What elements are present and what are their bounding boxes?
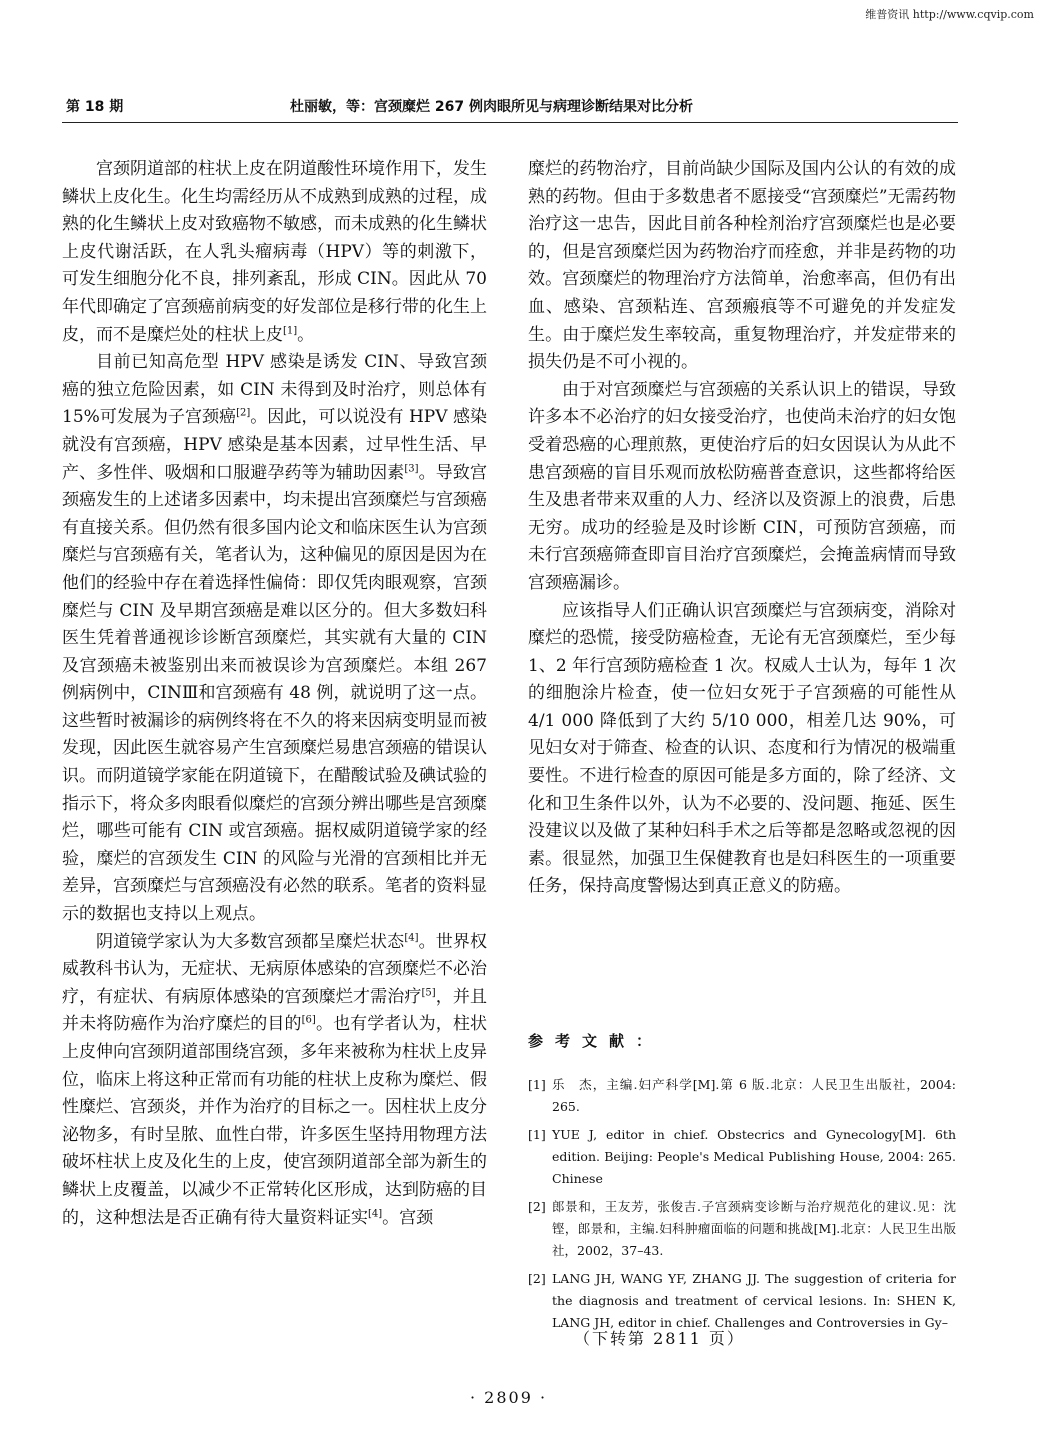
reference-item	[528, 1268, 956, 1334]
citation: [4]	[368, 1207, 383, 1219]
paragraph: 糜烂的药物治疗，目前尚缺少国际及国内公认的有效的成熟的药物。但由于多数患者不愿接受“宫颈糜烂”无需药物治疗这一忠告，因此目前各种栓剂治疗宫颈糜烂也是必要的，但是宫颈糜烂因为药物治疗而痊愈，并非是药物的功效。宫颈糜烂的物理治疗方法简单，治愈率高，但仍有出血、感染、宫颈粘连、宫颈瘢痕等不可避免的并发症发生。由于糜烂发生率较高，重复物理治疗，并发症带来的损失仍是不可小视的。	[528, 159, 956, 373]
paragraph: 阴道镜学家认为大多数宫颈都呈糜烂状态[4]。世界权威教科书认为，无症状、无病原体感染的宫颈糜烂不必治疗，有症状、有病原体感染的宫颈糜烂才需治疗[5]，并且并未将防癌作为治疗糜烂的目的[6]。也有学者认为，柱状上皮伸向宫颈阴道部围绕宫颈，多年来被称为柱状上皮异位，临床上将这种正常而有功能的柱状上皮称为糜烂、假性糜烂、宫颈炎，并作为治疗的目标之一。因柱状上皮分泌物多，有时呈脓、血性白带，许多医生坚持用物理方法破坏柱状上皮及化生的上皮，使宫颈阴道部全部为新生的鳞状上皮覆盖，以减少不正常转化区形成，达到防癌的目的，这种想法是否正确有待大量资料证实[4]。宫颈	[62, 931, 488, 1228]
header-rule	[62, 122, 958, 123]
page-number: · 2809 ·	[470, 1388, 548, 1407]
references-heading: 参考文献：	[528, 1032, 664, 1050]
paragraph: 宫颈阴道部的柱状上皮在阴道酸性环境作用下，发生鳞状上皮化生。化生均需经历从不成熟到成熟的过程，成熟的化生鳞状上皮对致癌物不敏感，而未成熟的化生鳞状上皮代谢活跃，在人乳头瘤病毒（HPV）等的刺激下，可发生细胞分化不良，排列紊乱，形成 CIN。因此从 70 年代即确定了宫颈癌前病变的好发部位是移行带的化生上皮，而不是糜烂处的柱状上皮[1]。	[62, 159, 487, 345]
reference-number: [1]	[528, 1077, 546, 1092]
reference-number: [2]	[528, 1271, 546, 1286]
citation: [4]	[404, 931, 419, 943]
paragraph: 应该指导人们正确认识宫颈糜烂与宫颈病变，消除对糜烂的恐慌，接受防癌检查，无论有无宫颈糜烂，至少每 1、2 年行宫颈防癌检查 1 次。权威人士认为，每年 1 次的细胞涂片检查，使一位妇女死于子宫颈癌的可能性从 4/1 000 降低到了大约 5/10 000，相差几达 90%，可见妇女对于筛查、检查的认识、态度和行为情况的极端重要性。不进行检查的原因可能是多方面的，除了经济、文化和卫生条件以外，认为不必要的、没问题、拖延、医生没建议以及做了某种妇科手术之后等都是忽略或忽视的因素。很显然，加强卫生保健教育也是妇科医生的一项重要任务，保持高度警惕达到真正意义的防癌。	[528, 600, 956, 897]
citation: [3]	[404, 462, 419, 474]
watermark: 维普资讯 http://www.cqvip.com	[865, 8, 1034, 21]
reference-number: [2]	[528, 1199, 546, 1214]
reference-number: [1]	[528, 1127, 546, 1142]
reference-text: YUE J, editor in chief. Obstecrics and Gynecology[M]. 6th edition. Beijing: People's Medical Publishing House, 2004: 265. Chinese	[552, 1127, 956, 1186]
reference-text: LANG JH, WANG YF, ZHANG JJ. The suggestion of criteria for the diagnosis and treatment of cervical lesions. In: SHEN K, LANG JH, editor in chief. Challenges and Controversies in Gy–	[552, 1271, 956, 1330]
reference-list	[528, 1074, 969, 1340]
reference-text: 乐 杰，主编.妇产科学[M].第 6 版.北京：人民卫生出版社，2004: 265.	[552, 1077, 956, 1114]
paragraph: 目前已知高危型 HPV 感染是诱发 CIN、导致宫颈癌的独立危险因素，如 CIN 未得到及时治疗，则总体有 15%可发展为子宫颈癌[2]。因此，可以说没有 HPV 感染就没有宫颈癌，HPV 感染是基本因素，过早性生活、早产、多性伴、吸烟和口服避孕药等为辅助因素[3]。导致宫颈癌发生的上述诸多因素中，均未提出宫颈糜烂与宫颈癌有直接关系。但仍然有很多国内论文和临床医生认为宫颈糜烂与宫颈癌有关，笔者认为，这种偏见的原因是因为在他们的经验中存在着选择性偏倚：即仅凭肉眼观察，宫颈糜烂与 CIN 及早期宫颈癌是难以区分的。但大多数妇科医生凭着普通视诊诊断宫颈糜烂，其实就有大量的 CIN 及宫颈癌未被鉴别出来而被误诊为宫颈糜烂。本组 267 例病例中，CINⅢ和宫颈癌有 48 例，就说明了这一点。这些暂时被漏诊的病例终将在不久的将来因病变明显而被发现，因此医生就容易产生宫颈糜烂易患宫颈癌的错误认识。而阴道镜学家能在阴道镜下，在醋酸试验及碘试验的指示下，将众多肉眼看似糜烂的宫颈分辨出哪些是宫颈糜烂，哪些可能有 CIN 或宫颈癌。据权威阴道镜学家的经验，糜烂的宫颈发生 CIN 的风险与光滑的宫颈相比并无差异，宫颈糜烂与宫颈癌没有必然的联系。笔者的资料显示的数据也支持以上观点。	[62, 352, 488, 925]
issue-number: 第 18 期	[66, 99, 124, 115]
citation: [6]	[301, 1014, 316, 1026]
paragraph: 由于对宫颈糜烂与宫颈癌的关系认识上的错误，导致许多本不必治疗的妇女接受治疗，也使尚未治疗的妇女饱受着恐癌的心理煎熬，更使治疗后的妇女因误认为从此不患宫颈癌的盲目乐观而放松防癌普查意识，这些都将给医生及患者带来双重的人力、经济以及资源上的浪费，后患无穷。成功的经验是及时诊断 CIN，可预防宫颈癌，而未行宫颈癌筛查即盲目治疗宫颈糜烂，会掩盖病情而导致宫颈癌漏诊。	[528, 379, 956, 593]
left-column	[62, 156, 487, 1232]
right-column	[528, 156, 956, 901]
reference-item	[528, 1074, 956, 1118]
reference-text: 郎景和，王友芳，张俊吉.子宫颈病变诊断与治疗规范化的建议.见：沈 铿，郎景和，主编.妇科肿瘤面临的问题和挑战[M].北京：人民卫生出版社，2002，37–43.	[552, 1199, 969, 1258]
citation: [2]	[236, 407, 251, 419]
reference-item	[528, 1196, 969, 1262]
reference-item	[528, 1124, 956, 1190]
citation: [1]	[283, 324, 298, 336]
continued-note: （下转第 2811 页）	[574, 1329, 745, 1348]
citation: [5]	[421, 987, 436, 999]
running-title: 杜丽敏，等：宫颈糜烂 267 例肉眼所见与病理诊断结果对比分析	[290, 99, 693, 115]
